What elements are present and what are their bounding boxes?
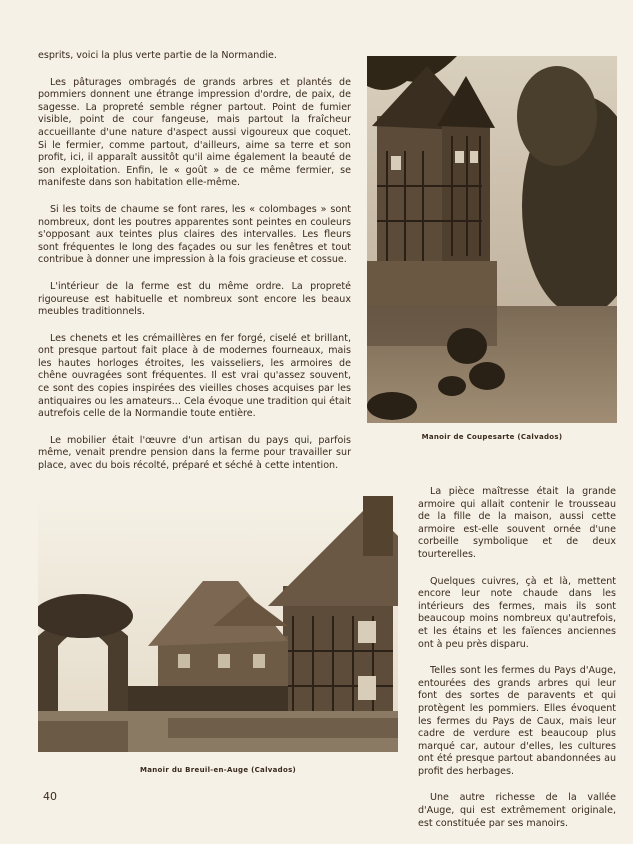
paragraph: Les pâturages ombragés de grands arbres et plantés de pommiers donnent une étrange impression d'ordre, de paix, de sagesse. La propreté semble régner partout. Point de fumier visible, point de cour fangeuse, mais partout la fraîcheur accueillante d'une nature d'aspect aussi vigoureux que coquet. Si le fermier, comme partout, d'ailleurs, aime sa terre et son profit, ici, il apparaît aussitôt qu'il aime également la beauté de son exploitation. Enfin, le « goût » de ce même fermier, se manifeste dans son habitation elle-même. <box>38 76 351 189</box>
paragraph: La pièce maîtresse était la grande armoire qui allait contenir le trousseau de la fille de la maison, aussi cette armoire est-elle souvent ornée d'une corbeille symbolique et de deux tourterelles. <box>418 486 616 560</box>
main-text-column <box>38 50 351 487</box>
paragraph: esprits, voici la plus verte partie de la Normandie. <box>38 50 277 61</box>
paragraph: Telles sont les fermes du Pays d'Auge, entourées des grands arbres qui leur font des sortes de paravents et qui protègent les pommiers. Elles évoquent les fermes du Pays de Caux, mais leur cadre de verdure est beaucoup plus marqué car, autour d'elles, les cultures ont été presque partout abandonnées au profit des herbages. <box>418 665 616 777</box>
paragraph: L'intérieur de la ferme est du même ordre. La propreté rigoureuse est habituelle et nombreux sont encore les beaux meubles traditionnels. <box>38 280 351 318</box>
photo-caption: Manoir du Breuil-en-Auge (Calvados) <box>139 766 297 774</box>
page-number: 40 <box>43 790 57 803</box>
paragraph: Si les toits de chaume se font rares, les « colombages » sont nombreux, dont les poutres apparentes sont peintes en couleurs s'opposant aux teintes plus claires des intervalles. Les fleurs sont fréquentes le long des façades ou sur les fenêtres et tout contribue à donner une impression à la fois gracieuse et cossue. <box>38 203 351 266</box>
photo-caption: Manoir de Coupesarte (Calvados) <box>421 433 563 441</box>
photo-manoir-coupesarte <box>367 56 617 423</box>
paragraph: Le mobilier était l'œuvre d'un artisan du pays qui, parfois même, venait prendre pension dans la ferme pour travailler sur place, avec du bois récolté, préparé et séché à cette intention. <box>38 434 351 472</box>
side-text-column <box>418 486 616 844</box>
paragraph: Une autre richesse de la vallée d'Auge, qui est extrêmement originale, est constituée par ses manoirs. <box>418 792 616 829</box>
paragraph: Quelques cuivres, çà et là, mettent encore leur note chaude dans les intérieurs des fermes, mais ils sont beaucoup moins nombreux qu'autrefois, et les étains et les faïences anciennes ont à peu près disparu. <box>418 575 616 650</box>
photo-manoir-breuil-en-auge <box>38 496 398 752</box>
paragraph: Les chenets et les crémaillères en fer forgé, ciselé et brillant, ont presque partout fait place à de modernes fourneaux, mais les hautes horloges étroites, les vaisseliers, les armoires de chêne ouvragées sont fréquentes. Il est vrai qu'assez souvent, ce sont des copies inspirées des vieilles choses acquises par les antiquaires ou les amateurs... Cela évoque une tradition qui était autrefois celle de la Normandie toute entière. <box>38 332 351 420</box>
